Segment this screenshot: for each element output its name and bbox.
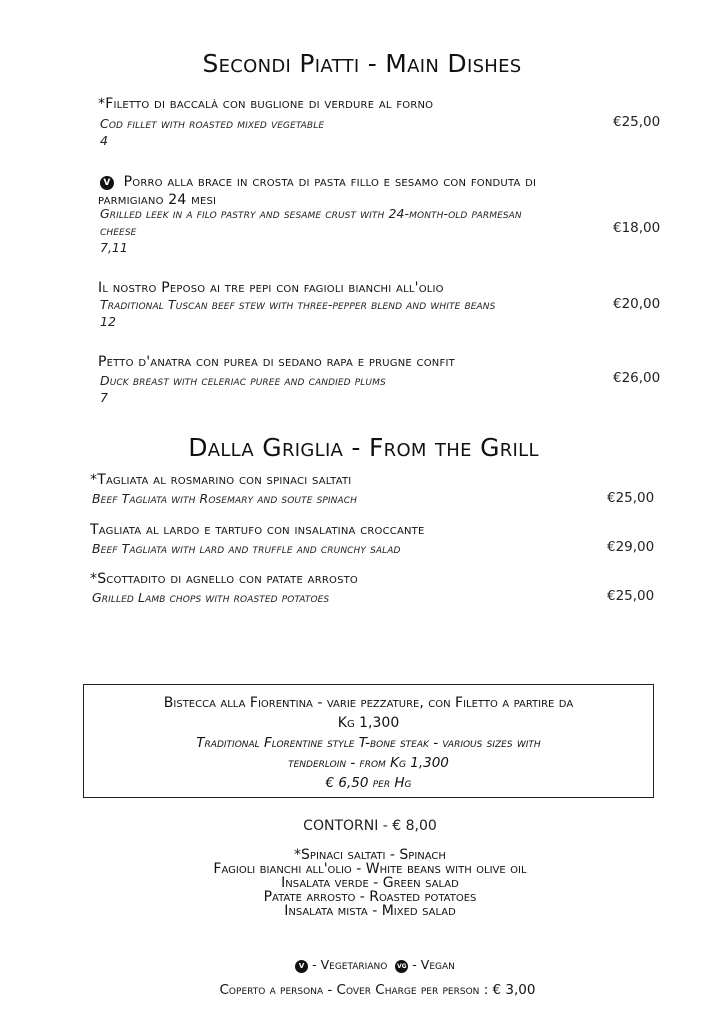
fiorentina-box	[83, 684, 654, 798]
dish-name: *Tagliata al rosmarino con spinaci saltati	[90, 472, 352, 488]
dish-price: €18,00	[613, 220, 661, 236]
dish-description: Beef Tagliata with Rosemary and soute spinach	[92, 491, 358, 506]
dish-price: €20,00	[613, 296, 661, 312]
allergen-codes: 12	[100, 314, 116, 329]
dish-description-line-2: cheese	[100, 223, 137, 238]
dish-description-line-1: Grilled leek in a filo pastry and sesame crust with 24-month-old parmesan	[100, 206, 522, 221]
dish-name-line-1: V Porro alla brace in crosta di pasta fillo e sesamo con fonduta di	[100, 174, 536, 191]
fiorentina-description-line-1: Traditional Florentine style T-bone steak - various sizes with	[196, 735, 541, 751]
dish-name: *Filetto di baccalà con buglione di verdure al forno	[98, 96, 434, 112]
dish-description: Traditional Tuscan beef stew with three-pepper blend and white beans	[100, 297, 496, 312]
allergen-codes: 4	[100, 133, 108, 148]
dish-price: €25,00	[607, 588, 655, 604]
dish-name: *Scottadito di agnello con patate arrosto	[90, 571, 358, 587]
cover-charge: Coperto a persona - Cover Charge per person : € 3,00	[219, 982, 536, 998]
section-title-secondi: Secondi Piatti - Main Dishes	[202, 49, 522, 78]
dish-description: Beef Tagliata with lard and truffle and crunchy salad	[92, 541, 401, 556]
dish-description: Duck breast with celeriac puree and candied plums	[100, 373, 386, 388]
list-item: Insalata verde - Green salad	[281, 875, 459, 891]
vegetarian-icon: V	[295, 960, 308, 973]
dish-price: €25,00	[613, 114, 661, 130]
contorni-list	[0, 848, 724, 918]
dish-name: Petto d'anatra con purea di sedano rapa e prugne confit	[98, 354, 455, 370]
allergen-codes: 7,11	[100, 240, 128, 255]
fiorentina-price: € 6,50 per Hg	[325, 775, 412, 791]
list-item: Patate arrosto - Roasted potatoes	[263, 889, 477, 905]
contorni-title: CONTORNI - € 8,00	[303, 818, 437, 834]
vegan-label: - Vegan	[412, 957, 455, 972]
dish-name: Il nostro Peposo ai tre pepi con fagioli bianchi all'olio	[98, 280, 444, 296]
list-item: *Spinaci saltati - Spinach	[294, 847, 446, 863]
diet-legend	[0, 957, 724, 973]
vegan-icon: VG	[395, 960, 408, 973]
dish-description: Cod fillet with roasted mixed vegetable	[100, 116, 325, 131]
allergen-codes: 7	[100, 390, 108, 405]
dish-name: Tagliata al lardo e tartufo con insalatina croccante	[90, 522, 425, 538]
fiorentina-description-line-2: tenderloin - from Kg 1,300	[288, 755, 449, 771]
dish-price: €26,00	[613, 370, 661, 386]
section-title-griglia: Dalla Griglia - From the Grill	[188, 433, 539, 462]
vegetarian-icon: V	[100, 176, 114, 190]
dish-description: Grilled Lamb chops with roasted potatoes	[92, 590, 330, 605]
list-item: Fagioli bianchi all'olio - White beans with olive oil	[213, 861, 527, 877]
list-item: Insalata mista - Mixed salad	[284, 903, 456, 919]
dish-price: €25,00	[607, 490, 655, 506]
dish-price: €29,00	[607, 539, 655, 555]
fiorentina-name-line-1: Bistecca alla Fiorentina - varie pezzature, con Filetto a partire da	[163, 695, 574, 711]
dish-name-line-2: parmigiano 24 mesi	[98, 192, 217, 208]
fiorentina-name-line-2: Kg 1,300	[337, 715, 400, 731]
vegetarian-label: - Vegetariano	[312, 957, 388, 972]
